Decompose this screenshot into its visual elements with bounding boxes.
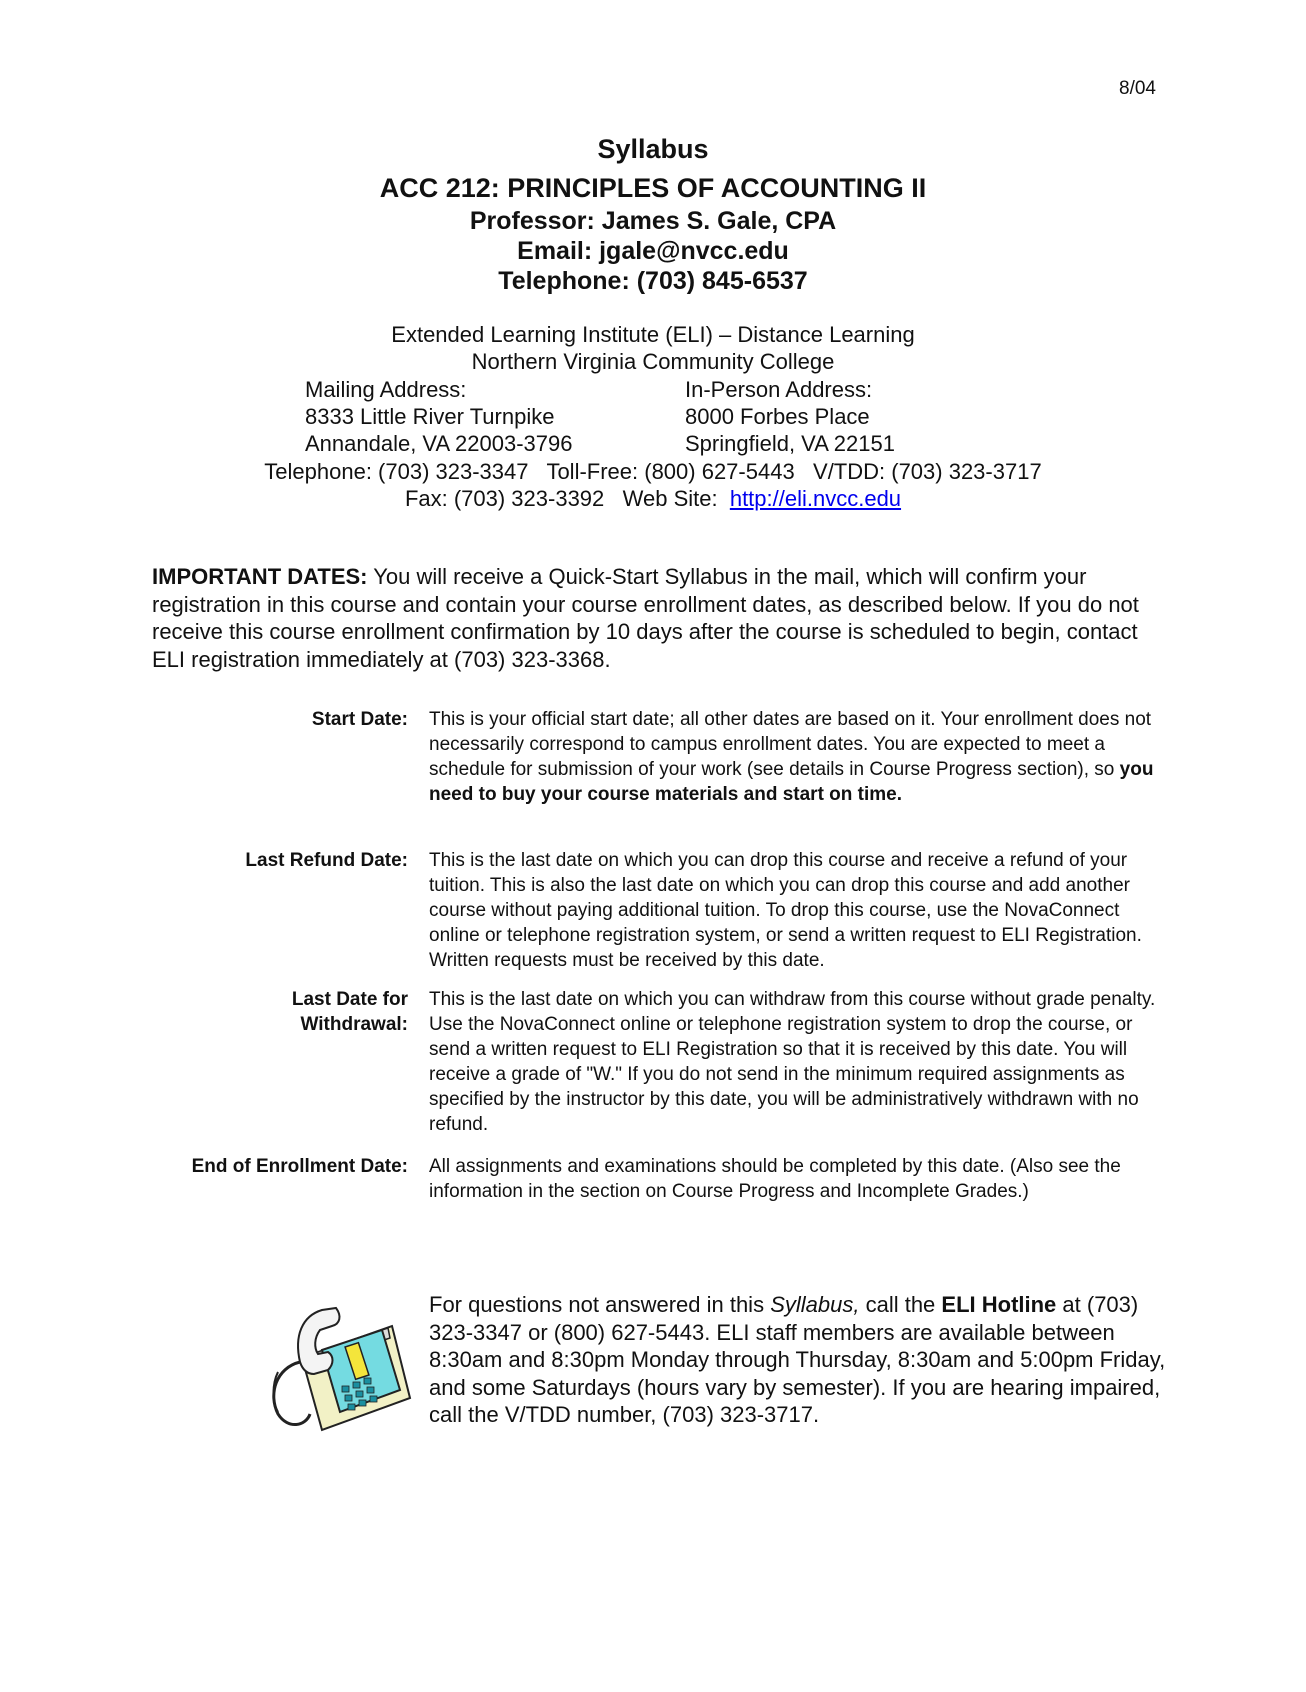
hotline-text1: For questions not answered in this (429, 1292, 771, 1317)
course-title: ACC 212: PRINCIPLES OF ACCOUNTING II (379, 173, 927, 203)
hotline-syllabus-italic: Syllabus, (770, 1292, 860, 1317)
telephone-line: Telephone: (703) 845-6537 (498, 267, 808, 295)
inperson-address-line1: 8000 Forbes Place (685, 404, 870, 429)
hotline-label: ELI Hotline (941, 1292, 1057, 1317)
start-date-text (429, 707, 1164, 807)
withdrawal-label-line2: Withdrawal: (300, 1014, 408, 1035)
start-date-emphasis: you need to buy your course materials and start on time. (429, 759, 1154, 805)
mailing-address (305, 376, 573, 457)
mailing-address-line2: Annandale, VA 22003-3796 (305, 431, 573, 456)
hotline-paragraph (429, 1291, 1169, 1429)
contact-phones: Telephone: (703) 323-3347 Toll-Free: (800) 627-5443 V/TDD: (703) 323-3717 (264, 459, 1042, 484)
withdrawal-date-label (118, 987, 408, 1037)
hotline-text3: at (703) 323-3347 or (800) 627-5443. ELI staff members are available between 8:30am and 8:30pm Monday through Thursday, 8:30am and 5:00pm Friday, and some Saturdays (hours vary by semester). If you are hearing impaired, call the V/TDD number, (703) 323-3717. (429, 1292, 1166, 1427)
page-title: Syllabus (597, 134, 709, 164)
start-date-label: Start Date: (311, 709, 408, 730)
important-dates-text: You will receive a Quick-Start Syllabus in the mail, which will confirm your registration in this course and contain your course enrollment dates, as described below. If you do not receive this course enrollment confirmation by 10 days after the course is scheduled to begin, contact ELI registration immediately at (703) 323-3368. (152, 564, 1139, 672)
inperson-address-label: In-Person Address: (685, 377, 873, 402)
important-dates-label: IMPORTANT DATES: (152, 564, 368, 589)
professor-line: Professor: James S. Gale, CPA (469, 207, 837, 235)
withdrawal-label-line1: Last Date for (291, 989, 408, 1010)
institute-name: Extended Learning Institute (ELI) – Distance Learning (391, 322, 915, 347)
telephone-icon (262, 1302, 412, 1434)
refund-date-text: This is the last date on which you can drop this course and receive a refund of your tuition. This is also the last date on which you can drop this course and add another course without paying additional tuition. To drop this course, use the NovaConnect online or telephone registration system, or send a written request to ELI Registration. Written requests must be received by this date. (429, 850, 1142, 971)
refund-date-label: Last Refund Date: (245, 850, 408, 871)
mailing-address-line1: 8333 Little River Turnpike (305, 404, 555, 429)
college-name: Northern Virginia Community College (471, 349, 835, 374)
end-enrollment-text: All assignments and examinations should be completed by this date. (Also see the information in the section on Course Progress and Incomplete Grades.) (429, 1156, 1121, 1202)
fax-website-line (0, 486, 1306, 512)
mailing-address-label: Mailing Address: (305, 377, 467, 402)
important-dates-paragraph (152, 563, 1142, 673)
inperson-address-line2: Springfield, VA 22151 (685, 431, 895, 456)
hotline-text2: call the (859, 1292, 942, 1317)
inperson-address (685, 376, 895, 457)
end-enrollment-label: End of Enrollment Date: (191, 1156, 408, 1177)
fax-text: Fax: (703) 323-3392 Web Site: (404, 486, 730, 511)
withdrawal-date-text: This is the last date on which you can withdraw from this course without grade penalty. Use the NovaConnect online or telephone registration system to drop the course, or send a written request to ELI Registration so that it is received by this date. You will receive a grade of "W." If you do not send in the minimum required assignments as specified by the instructor by this date, you will be administratively withdrawn with no refund. (429, 989, 1156, 1135)
email-line: Email: jgale@nvcc.edu (517, 237, 789, 265)
revision-date: 8/04 (1119, 78, 1156, 99)
start-date-desc: This is your official start date; all other dates are based on it. Your enrollment does not necessarily correspond to campus enrollment dates. You are expected to meet a schedule for submission of your work (see details in Course Progress section), so (429, 709, 1152, 780)
website-link[interactable]: http://eli.nvcc.edu (729, 486, 902, 511)
